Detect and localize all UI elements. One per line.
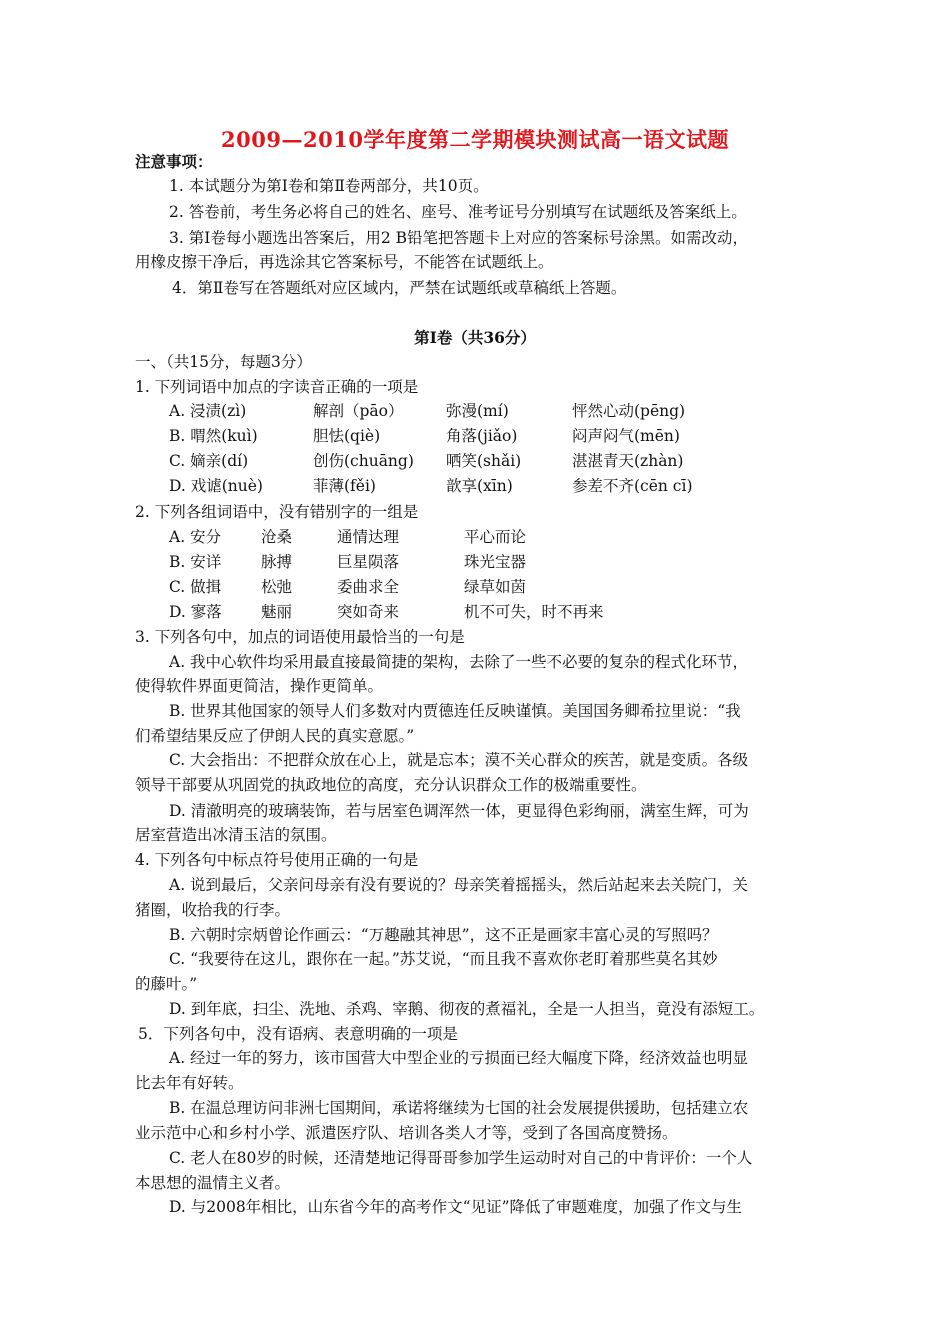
section-1-title: 第Ⅰ卷（共36分） [414, 328, 536, 347]
q3-c-line-2: 领导干部要从巩固党的执政地位的高度，充分认识群众工作的极端重要性。 [135, 776, 647, 794]
q5-b-line-2: 业示范中心和乡村小学、派遣医疗队、培训各类人才等，受到了各国高度赞扬。 [135, 1124, 678, 1142]
q1-b-1: B. 喟然(kuì) [169, 427, 258, 445]
note-4: 4．第Ⅱ卷写在答题纸对应区域内，严禁在试题纸或草稿纸上答题。 [172, 279, 627, 297]
q1-b-3: 角落(jiǎo) [446, 427, 518, 445]
page-title: 2009—2010学年度第二学期模块测试高一语文试题 [221, 127, 729, 152]
q2-c-4: 绿草如茵 [464, 578, 527, 596]
q2-c-2: 松弛 [261, 578, 293, 596]
q1-b-4: 闷声闷气(mēn) [572, 427, 680, 445]
note-1: 1. 本试题分为第Ⅰ卷和第Ⅱ卷两部分，共10页。 [169, 177, 489, 195]
q2-c-3: 委曲求全 [337, 578, 400, 596]
notes-heading: 注意事项： [135, 152, 213, 171]
q2-stem: 2. 下列各组词语中，没有错别字的一组是 [135, 503, 419, 521]
q5-stem: 5．下列各句中，没有语病、表意明确的一项是 [138, 1025, 458, 1043]
q2-c-1: C. 做揖 [169, 578, 222, 596]
q3-c-line-1: C. 大会指出：不把群众放在心上，就是忘本；漠不关心群众的疾苦，就是变质。各级 [169, 751, 749, 769]
q4-stem: 4. 下列各句中标点符号使用正确的一句是 [135, 851, 419, 869]
q5-b-line-1: B. 在温总理访问非洲七国期间，承诺将继续为七国的社会发展提供援助，包括建立农 [169, 1099, 749, 1117]
q2-d-1: D. 寥落 [169, 603, 222, 621]
q2-a-3: 通情达理 [337, 528, 400, 546]
q1-c-3: 哂笑(shǎi) [446, 452, 522, 470]
q1-c-2: 创伤(chuāng) [313, 452, 414, 470]
q5-a-line-2: 比去年有好转。 [135, 1074, 244, 1092]
q3-d-line-1: D. 清澈明亮的玻璃装饰，若与居室色调浑然一体，更显得色彩绚丽，满室生辉，可为 [169, 802, 749, 820]
q1-d-4: 参差不齐(cēn cī) [572, 477, 693, 495]
q5-c-line-2: 本思想的温情主义者。 [135, 1174, 291, 1192]
note-2: 2. 答卷前，考生务必将自己的姓名、座号、准考证号分别填写在试题纸及答案纸上。 [169, 203, 747, 221]
q1-d-3: 歆享(xīn) [446, 477, 513, 495]
q4-a-line-1: A. 说到最后，父亲问母亲有没有要说的？母亲笑着摇摇头，然后站起来去关院门，关 [169, 876, 749, 894]
note-3-line-2: 用橡皮擦干净后，再选涂其它答案标号，不能答在试题纸上。 [135, 253, 554, 271]
q2-d-4: 机不可失，时不再来 [464, 603, 604, 621]
part-1-header: 一、（共15分，每题3分） [135, 353, 312, 371]
q3-a-line-1: A. 我中心软件均采用最直接最简捷的架构，去除了一些不必要的复杂的程式化环节， [169, 653, 749, 671]
q4-c-line-1: C. “我要待在这儿，跟你在一起。”苏艾说，“而且我不喜欢你老盯着那些莫名其妙 [169, 950, 718, 968]
q4-a-line-2: 猪圈，收拾我的行李。 [135, 901, 291, 919]
q2-d-3: 突如奇来 [337, 603, 400, 621]
q1-a-3: 弥漫(mí) [446, 402, 509, 420]
q1-c-4: 湛湛青天(zhàn) [572, 452, 684, 470]
note-3-line-1: 3. 第Ⅰ卷每小题选出答案后，用2 B铅笔把答题卡上对应的答案标号涂黑。如需改动， [169, 229, 749, 247]
q5-a-line-1: A. 经过一年的努力，该市国营大中型企业的亏损面已经大幅度下降，经济效益也明显 [169, 1049, 749, 1067]
q4-c-line-2: 的藤叶。” [135, 975, 198, 993]
q1-d-2: 菲薄(fěi) [313, 477, 376, 495]
q1-a-4: 怦然心动(pēng) [572, 402, 686, 420]
q3-b-line-2: 们希望结果反应了伊朗人民的真实意愿。” [135, 727, 415, 745]
q1-c-1: C. 嫡亲(dí) [169, 452, 249, 470]
q3-a-line-2: 使得软件界面更简洁，操作更简单。 [135, 677, 384, 695]
q2-d-2: 魅丽 [261, 603, 293, 621]
q3-b-line-1: B. 世界其他国家的领导人们多数对内贾德连任反映谨慎。美国国务卿希拉里说：“我 [169, 702, 741, 720]
q2-a-4: 平心而论 [464, 528, 527, 546]
q2-a-2: 沧桑 [261, 528, 293, 546]
q1-a-1: A. 浸渍(zì) [169, 402, 247, 420]
q5-d-line-1: D. 与2008年相比，山东省今年的高考作文“见证”降低了审题难度，加强了作文与生 [169, 1198, 743, 1216]
q2-b-1: B. 安详 [169, 553, 222, 571]
q1-stem: 1. 下列词语中加点的字读音正确的一项是 [135, 378, 419, 396]
q1-a-2: 解剖（pāo） [313, 402, 404, 420]
q2-b-2: 脉搏 [261, 553, 293, 571]
q3-stem: 3. 下列各句中，加点的词语使用最恰当的一句是 [135, 628, 465, 646]
q2-b-3: 巨星陨落 [337, 553, 400, 571]
q1-d-1: D. 戏谑(nuè) [169, 477, 263, 495]
q1-b-2: 胆怯(qiè) [313, 427, 381, 445]
q4-d-line-1: D. 到年底，扫尘、洗地、杀鸡、宰鹅、彻夜的煮福礼，全是一人担当，竟没有添短工。 [169, 1000, 765, 1018]
q5-c-line-1: C. 老人在80岁的时候，还清楚地记得哥哥参加学生运动时对自己的中肯评价：一个人 [169, 1149, 753, 1167]
q4-b-line-1: B. 六朝时宗炳曾论作画云：“万趣融其神思”，这不正是画家丰富心灵的写照吗？ [169, 926, 718, 944]
q2-a-1: A. 安分 [169, 528, 222, 546]
q3-d-line-2: 居室营造出冰清玉洁的氛围。 [135, 826, 337, 844]
q2-b-4: 珠光宝器 [464, 553, 527, 571]
